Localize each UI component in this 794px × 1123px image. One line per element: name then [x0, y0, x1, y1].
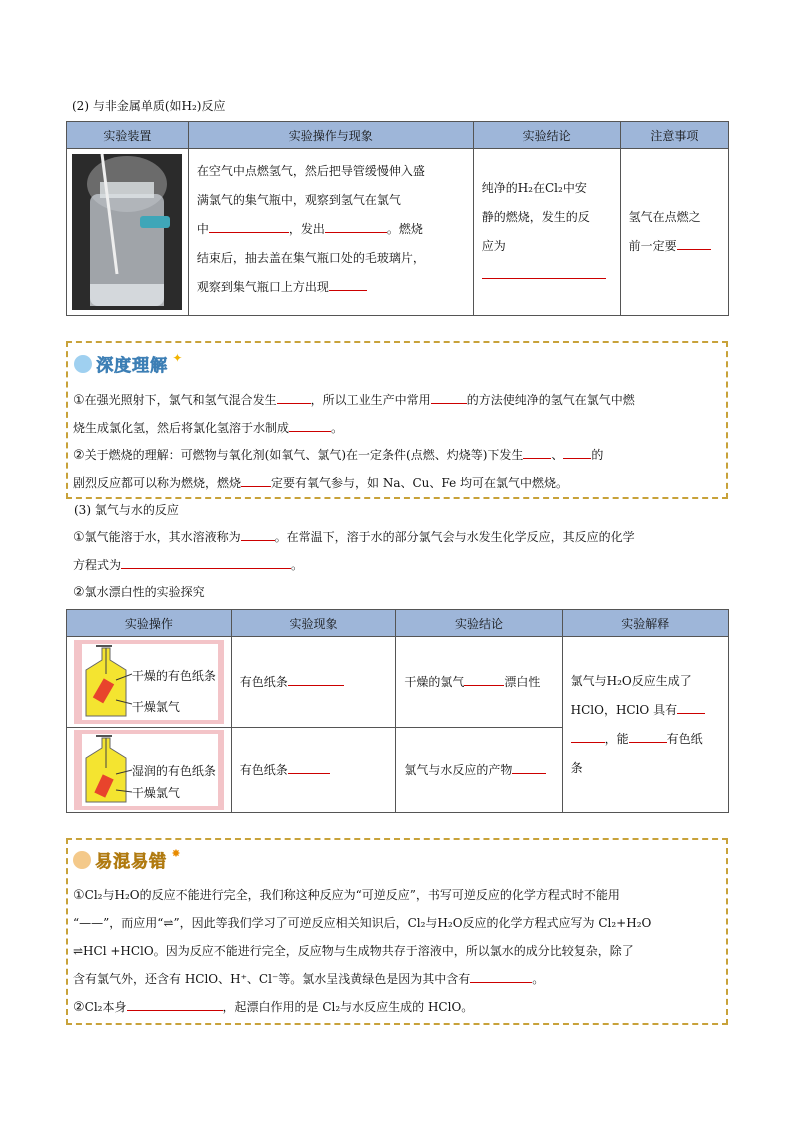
gas-jar-photo	[72, 154, 182, 310]
th-phenomenon: 实验现象	[231, 610, 396, 637]
dry-strip-figure	[74, 640, 224, 724]
s3-line-1: ①氯气能溶于水，其水溶液称为 。在常温下，溶于水的部分氯气会与水发生化学反应，其反应的化学	[73, 530, 635, 545]
row2-phenom-text: 有色纸条	[239, 762, 288, 777]
wet-strip-figure	[74, 730, 224, 810]
apparatus-photo-cell	[67, 149, 189, 316]
operation-cell	[188, 149, 473, 316]
row1-conclusion-cell	[396, 637, 562, 728]
blank-heat[interactable]	[563, 446, 591, 459]
dry-strip-label: 干燥的有色纸条	[131, 669, 216, 683]
deep-understanding-title: 深度理解	[96, 356, 169, 376]
blank-method[interactable]	[431, 391, 467, 404]
explanation-cell	[562, 637, 728, 813]
blank-hydrochloric-acid[interactable]	[289, 419, 331, 432]
op-line-4: 结束后，抽去盖在集气瓶口处的毛玻璃片，	[196, 251, 425, 265]
deep-line-1: ①在强光照射下，氯气和氢气混合发生 ，所以工业生产中常用 的方法使纯净的氢气在氯气中燃	[73, 393, 635, 408]
row1-concl-b: 漂白性	[504, 674, 541, 689]
s3-line-3: ②氯水漂白性的实验探究	[73, 585, 205, 600]
th-operation: 实验操作与现象	[188, 122, 473, 149]
dry-strip-image-cell	[67, 637, 232, 728]
blank-bleach[interactable]	[629, 730, 667, 743]
sparkle-icon: ✦	[172, 351, 183, 365]
blank-chlorine-molecule[interactable]	[470, 970, 532, 983]
op-line-2: 满氯气的集气瓶中，观察到氢气在氯气	[196, 193, 401, 207]
concl-line-1: 纯净的H₂在Cl₂中安	[481, 181, 587, 195]
blank-not-necessarily[interactable]	[241, 474, 271, 487]
blank-oxidizing-2[interactable]	[571, 730, 605, 743]
conclusion-cell	[473, 149, 620, 316]
blank-purity[interactable]	[677, 237, 711, 250]
th-operation2: 实验操作	[67, 610, 232, 637]
spark-icon: ✸	[171, 847, 181, 860]
op-line-1: 在空气中点燃氢气，然后把导管缓慢伸入盛	[196, 164, 425, 178]
blank-row2-phenom[interactable]	[288, 761, 330, 774]
deep-line-2: 烧生成氯化氢，然后将氯化氢溶于水制成 。	[73, 421, 344, 435]
section3-heading: (3) 氯气与水的反应	[74, 503, 179, 517]
student-icon	[73, 851, 91, 869]
blank-explosion[interactable]	[277, 391, 311, 404]
blank-phenomenon[interactable]	[325, 220, 387, 233]
explain-line-3: ，能 有色纸	[571, 725, 720, 754]
concl-line-2: 静的燃烧，发生的反	[481, 210, 590, 224]
th-conclusion2: 实验结论	[396, 610, 562, 637]
blank-light[interactable]	[523, 446, 551, 459]
bleach-experiment-table	[66, 609, 729, 813]
wet-strip-label: 湿润的有色纸条	[131, 764, 216, 778]
mistake-line-2: “——”，而应用“⇌”，因此等我们学习了可逆反应相关知识后，Cl₂与H₂O反应的化学方程式应写为 Cl₂+H₂O	[73, 916, 652, 930]
row2-conclusion-cell	[396, 728, 562, 813]
wet-strip-image-cell	[67, 728, 232, 813]
row2-concl-text: 氯气与水反应的产物	[404, 762, 513, 777]
row1-phenomenon-cell	[231, 637, 396, 728]
easy-mistake-title: 易混易错	[95, 852, 168, 872]
blank-cl2-water-equation[interactable]	[121, 556, 291, 569]
row1-concl-a: 干燥的氯气	[404, 674, 465, 689]
note-line-2: 前一定要	[629, 232, 720, 261]
dry-chlorine-label-2: 干燥氯气	[131, 786, 180, 800]
blank-chlorine-water[interactable]	[241, 528, 275, 541]
th-explanation: 实验解释	[562, 610, 728, 637]
s3-line-2: 方程式为 。	[73, 558, 304, 572]
bulb-icon	[74, 355, 92, 373]
deep-line-3: ②关于燃烧的理解：可燃物与氧化剂(如氧气、氯气)在一定条件(点燃、灼烧等)下发生 、 的	[73, 448, 604, 463]
row1-phenom-text: 有色纸条	[239, 674, 288, 689]
th-conclusion: 实验结论	[473, 122, 620, 149]
dry-chlorine-label: 干燥氯气	[131, 700, 180, 714]
blank-no-bleaching[interactable]	[127, 998, 223, 1011]
th-notes: 注意事项	[620, 122, 728, 149]
note-line-1: 氢气在点燃之	[628, 210, 701, 224]
mistake-line-5: ②Cl₂本身 ，起漂白作用的是 Cl₂与水反应生成的 HClO。	[73, 1000, 474, 1015]
blank-row1-concl[interactable]	[464, 673, 504, 686]
explain-line-4: 条	[570, 760, 583, 775]
explain-line-2: HClO，HClO 具有	[571, 696, 720, 725]
mistake-line-1: ①Cl₂与H₂O的反应不能进行完全，我们称这种反应为“可逆反应”，书写可逆反应的化学方程式时不能用	[73, 888, 620, 903]
explain-line-1: 氯气与H₂O反应生成了	[570, 673, 692, 688]
op-line-5: 观察到集气瓶口上方出现	[197, 273, 465, 302]
blank-equation[interactable]	[482, 266, 606, 279]
blank-row1-phenom[interactable]	[288, 673, 344, 686]
deep-line-4: 剧烈反应都可以称为燃烧，燃烧 定要有氧气参与，如 Na、Cu、Fe 均可在氯气中燃烧。	[73, 476, 568, 490]
blank-flame[interactable]	[209, 220, 289, 233]
notes-cell	[620, 149, 728, 316]
blank-row2-concl[interactable]	[512, 761, 546, 774]
row2-phenomenon-cell	[231, 728, 396, 813]
h2-reaction-table	[66, 121, 729, 316]
easy-mistake-banner	[73, 847, 181, 872]
deep-understanding-banner	[74, 351, 182, 376]
mistake-line-4: 含有氯气外，还含有 HClO、H⁺、Cl⁻等。氯水呈浅黄绿色是因为其中含有 。	[73, 972, 545, 986]
concl-line-3: 应为	[481, 239, 506, 253]
section2-heading: (2) 与非金属单质(如H₂)反应	[72, 99, 226, 113]
mistake-line-3: ⇌HCl +HClO。因为反应不能进行完全，反应物与生成物共存于溶液中，所以氯水的成分比较复杂，除了	[73, 944, 634, 958]
th-apparatus: 实验装置	[67, 122, 189, 149]
op-line-3: 中 ，发出 。燃烧	[196, 222, 423, 236]
blank-oxidizing-1[interactable]	[677, 701, 705, 714]
blank-fog[interactable]	[329, 278, 367, 291]
